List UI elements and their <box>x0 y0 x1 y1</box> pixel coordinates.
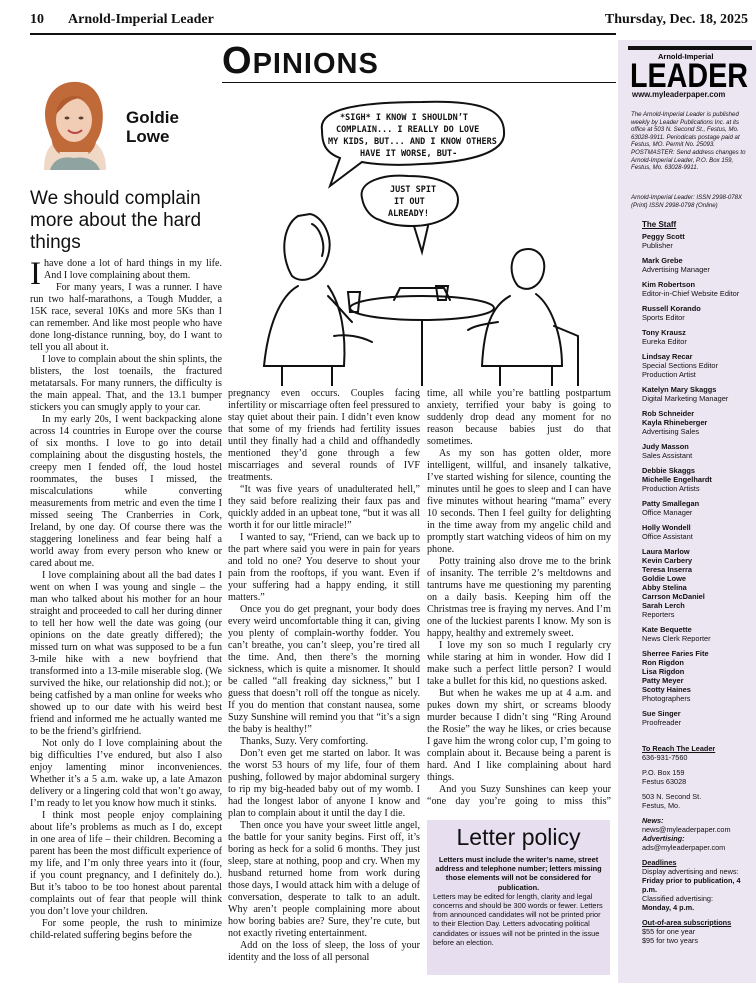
article-paragraph: I wanted to say, “Friend, can we back up to the part where said you were in pain for years and told no one? You deserve to shout your pain from the rooftops, if you want. Even if your suffering had a happy ending, it still matters.” <box>228 532 420 603</box>
bubble-left-line: *SIGH* I KNOW I SHOULDN’T <box>340 113 468 123</box>
staff-role: Office Assistant <box>642 532 693 541</box>
author-name: Goldie Lowe <box>126 108 179 146</box>
article-column-1 <box>30 258 222 983</box>
staff-name: Russell Korando <box>642 304 701 313</box>
news-label: News: <box>642 816 664 825</box>
article-column-2 <box>228 388 420 983</box>
bubble-right-line: ALREADY! <box>388 209 429 219</box>
staff-name: Kim Robertson <box>642 280 695 289</box>
staff-role: Sports Editor <box>642 313 685 322</box>
website-url[interactable]: www.myleaderpaper.com <box>632 90 726 99</box>
staff-entry <box>642 709 752 727</box>
staff-name: Judy Masson <box>642 442 689 451</box>
staff-list <box>642 232 752 733</box>
paper-name: Arnold-Imperial Leader <box>68 12 214 27</box>
bubble-right-line: IT OUT <box>394 197 425 207</box>
staff-name: Ron Rigdon <box>642 658 684 667</box>
contact-street: 503 N. Second St. <box>642 792 702 801</box>
staff-name: Holly Wondell <box>642 523 691 532</box>
staff-name: Michelle Engelhardt <box>642 475 712 484</box>
staff-name: Lindsay Recar <box>642 352 693 361</box>
staff-name: Debbie Skaggs <box>642 466 695 475</box>
staff-role: Proofreader <box>642 718 682 727</box>
staff-role: Advertising Manager <box>642 265 710 274</box>
deadlines-heading: Deadlines <box>642 858 677 867</box>
staff-role: Office Manager <box>642 508 693 517</box>
staff-name: Laura Marlow <box>642 547 690 556</box>
drop-cap: I <box>30 258 41 292</box>
staff-entry <box>642 523 752 541</box>
ads-email[interactable]: ads@myleaderpaper.com <box>642 843 726 852</box>
deadlines-classified: Classified advertising: <box>642 894 713 903</box>
article-paragraph: For some people, the rush to minimize child-related suffering begins before the <box>30 918 222 941</box>
bubble-left-line: MY KIDS, BUT... AND I KNOW OTHERS <box>328 137 497 147</box>
letter-policy-lead: Letters must include the writer’s name, street address and telephone number; letters missing those elements will not be considered for publication. <box>435 855 602 892</box>
staff-role: Sales Assistant <box>642 451 693 460</box>
staff-role: Eureka Editor <box>642 337 687 346</box>
section-rule <box>222 82 616 83</box>
masthead-sidebar <box>618 40 756 983</box>
page-header <box>0 0 756 38</box>
issue-date: Thursday, Dec. 18, 2025 <box>604 12 748 27</box>
deadlines-display: Display advertising and news: <box>642 867 739 876</box>
contact-info <box>642 744 754 945</box>
staff-entry <box>642 409 752 436</box>
leader-masthead-logo <box>628 46 752 90</box>
letter-policy-text <box>433 855 604 947</box>
staff-role: Digital Marketing Manager <box>642 394 729 403</box>
staff-name: Teresa Inserra <box>642 565 692 574</box>
staff-name: Goldie Lowe <box>642 574 686 583</box>
staff-entry <box>642 649 752 703</box>
article-headline: We should complain more about the hard things <box>30 188 202 253</box>
staff-name: Patty Smallegan <box>642 499 700 508</box>
header-rule <box>30 33 616 35</box>
staff-name: Patty Meyer <box>642 676 684 685</box>
article-paragraph: Ihave done a lot of hard things in my life. And I love complaining about them. <box>30 258 222 292</box>
staff-name: Sue Singer <box>642 709 681 718</box>
staff-entry <box>642 442 752 460</box>
deadlines-classified-time: Monday, 4 p.m. <box>642 903 695 912</box>
staff-name: Kevin Carbery <box>642 556 693 565</box>
deadlines-display-time: Friday prior to publication, 4 p.m. <box>642 876 741 894</box>
staff-entry <box>642 328 752 346</box>
staff-role: News Clerk Reporter <box>642 634 711 643</box>
staff-entry <box>642 625 752 643</box>
staff-name: Sherree Faries Fite <box>642 649 709 658</box>
article-paragraph: Then once you have your sweet little angel, the battle for your sanity begins. First off, it’s boring as heck for a solid 6 months. They just sleep, stare at nothing, poop and cry. When my husband returned home from work during those days, I would attack him with a deluge of conversation, desperate to talk to an adult. Why aren’t people complaining more about how boring babies are? Sure, they’re cute, but not exactly riveting entertainment. <box>228 820 420 939</box>
article-paragraph: I love my son so much I regularly cry while staring at him in wonder. How did I make such a perfect little person? I would take a bullet for this kid, no questions asked. <box>427 640 611 687</box>
bubble-left-line: HAVE IT WORSE, BUT- <box>360 149 458 159</box>
staff-entry <box>642 304 752 322</box>
contact-phone: 636-931-7560 <box>642 753 688 762</box>
staff-heading: The Staff <box>642 220 677 229</box>
article-paragraph: Add on the loss of sleep, the loss of your identity and the loss of all personal <box>228 940 420 963</box>
subscription-one-year: $55 for one year <box>642 927 696 936</box>
issn-info: Arnold-Imperial Leader: ISSN 2998-078X (Print) ISSN 2998-0798 (Online) <box>631 194 743 209</box>
staff-name: Carrson McDaniel <box>642 592 705 601</box>
staff-name: Rob Schneider <box>642 409 695 418</box>
contact-po-box: P.O. Box 159 <box>642 768 685 777</box>
staff-entry <box>642 352 752 379</box>
bubble-right-line: JUST SPIT <box>390 185 437 195</box>
ads-label: Advertising: <box>642 834 685 843</box>
letter-policy-title: Letter policy <box>456 824 581 850</box>
letter-policy-box <box>427 820 610 975</box>
staff-role: Reporters <box>642 610 675 619</box>
article-paragraph: pregnancy even occurs. Couples facing infertility or miscarriage often feel pressured to stay quiet about their pain. I didn’t even know that some of my friends had fertility issues until they finally had a child and offhandedly mentioned they’d gone through a few miscarriages and several rounds of IVF treatments. <box>228 388 420 483</box>
contact-heading: To Reach The Leader <box>642 744 716 753</box>
staff-entry <box>642 256 752 274</box>
contact-po-city: Festus 63028 <box>642 777 687 786</box>
article-paragraph: In my early 20s, I went backpacking alone across 14 countries in Europe over the course of six months. I love to go into detail complaining about the disgusting hostels, the creepy men I fended off, the loud hostel roommates, the buses I missed, the miscalculations while converting measurements from metric and even the time I missed seeing The Cranberries in Cork, Ireland, by one day. Of course there was the staggering loneliness and fear being half a world away from every person who knew or cared about me. <box>30 414 222 569</box>
staff-role: Photographers <box>642 694 691 703</box>
staff-name: Abby Stelina <box>642 583 687 592</box>
staff-role: Production Artists <box>642 484 700 493</box>
page-number: 10 <box>30 12 44 27</box>
article-paragraph: I love complaining about all the bad dates I went on when I was young and single – the man who talked about his mother for an hour straight and proceeded to call her during dinner to tell her how well the date was going (our opinions on the date greatly differed); the missed turn on what was supposed to be a fun 3-mile hike with a new boyfriend that transformed into a 13-mile miserable slog. (We survived the hike, our relationship did not.); or being catfished by a man online for weeks who showed up to our date with his weird best friend and informed me he actually wanted me to be the friend’s girlfriend. <box>30 570 222 737</box>
svg-text:LEADER: LEADER <box>630 57 748 90</box>
article-paragraph: “It was five years of unadulterated hell,” they said before realizing their faux pas and quickly added in an upbeat tone, “but it was all worth it for our little miracle!” <box>228 484 420 531</box>
staff-entry <box>642 466 752 493</box>
subscription-two-years: $95 for two years <box>642 936 698 945</box>
article-paragraph: And you Suzy Sunshines can keep your “one day you’re going to miss this” <box>427 784 611 807</box>
article-paragraph: Not only do I love complaining about the big difficulties I’ve endured, but also I also enjoy lamenting minor inconveniences. Whether it’s a 5 a.m. wake up, a late Amazon delivery or a lingering cold that won’t go away, I’m ready to let you know how much it stinks. <box>30 738 222 809</box>
editorial-cartoon <box>222 86 616 386</box>
article-paragraph: Don’t even get me started on labor. It was the worst 53 hours of my life, four of them pushing, followed by major abdominal surgery to rip my big-headed baby out of my womb. I had the longest labor of anyone I know and plan to complain about it until the day I die. <box>228 748 420 819</box>
article-paragraph: But when he wakes me up at 4 a.m. and pukes down my shirt, or screams bloody murder because I didn’t sing “Ring Around the Rosie” the way he likes, or cries because I gave him the wrong color cup, I’m going to complain about it. Because being a parent is hard. And I like complaining about hard things. <box>427 688 611 783</box>
publication-info: The Arnold-Imperial Leader is published weekly by Leader Publications Inc. at its office at 503 N. Second St., Festus, Mo. 63028-9911. Periodicals postage paid at Festus, MO. Permit No. 25093. POSTMASTER: Send address changes to Arnold-Imperial Leader, P.O. Box 159, Festus, Mo. 63028-9911. <box>631 111 746 172</box>
staff-name: Mark Grebe <box>642 256 683 265</box>
staff-name: Scotty Haines <box>642 685 691 694</box>
article-paragraph: Thanks, Suzy. Very comforting. <box>240 736 369 747</box>
staff-name: Katelyn Mary Skaggs <box>642 385 717 394</box>
staff-role: Publisher <box>642 241 673 250</box>
author-photo <box>30 74 118 170</box>
news-email[interactable]: news@myleaderpaper.com <box>642 825 731 834</box>
staff-entry <box>642 385 752 403</box>
article-paragraph: I think most people enjoy complaining about life’s problems as much as I do, except in one area of life – their children. Becoming a parent has been the most difficult experience of my life, and I’m only three years into it (four, if you count pregnancy, and I definitely do.). But it’s taboo to be too honest about parental complaints out of fear that people will think you don’t love your children. <box>30 810 222 917</box>
contact-street-city: Festus, Mo. <box>642 801 681 810</box>
article-paragraph: time, all while you’re battling postpartum anxiety, terrified your baby is going to suddenly drop dead any moment for no reason because babies just do that sometimes. <box>427 388 611 447</box>
staff-role: Advertising Sales <box>642 427 700 436</box>
staff-name: Sarah Lerch <box>642 601 685 610</box>
staff-role: Special Sections Editor Production Artist <box>642 361 718 379</box>
staff-entry <box>642 280 752 298</box>
subscriptions-heading: Out-of-area subscriptions <box>642 918 732 927</box>
letter-policy-body: Letters may be edited for length, clarity and legal concerns and should be 300 words or fewer. Letters from announced candidates will not be printed prior to their Election Day. Letters advocating political candidates or issues will not be printed in the issue before an election. <box>433 891 603 947</box>
article-paragraph: For many years, I was a runner. I have run two half-marathons, a Tough Mudder, a 15K race, several 10Ks and more 5Ks than I can remember. And like most people who have done long-distance running, boy, do I want to tell you all about it. <box>30 282 222 353</box>
section-title: OPINIONS <box>222 40 379 82</box>
article-paragraph: I love to complain about the shin splints, the blisters, the lost toenails, the fractured metatarsals. For many runners, the difficulty is the main appeal. That, and the 13.1 bumper stickers you can smugly apply to your car. <box>30 354 222 413</box>
staff-entry <box>642 547 752 619</box>
article-column-3 <box>427 388 611 808</box>
staff-name: Lisa Rigdon <box>642 667 685 676</box>
staff-entry <box>642 499 752 517</box>
article-paragraph: Potty training also drove me to the brink of insanity. The terrible 2’s meltdowns and tantrums have me questioning my parenting on a daily basis. Keeping him off the Christmas tree is fraying my nerves. And I’m one of the luckiest parents I know. My son is happy, healthy and extremely sweet. <box>427 556 611 639</box>
staff-name: Kate Bequette <box>642 625 692 634</box>
article-paragraph: Once you do get pregnant, your body does every weird uncomfortable thing it can, giving you plenty of complain-worthy fodder. You can’t breathe, you can’t sleep, you’re tired all the time. And, then there’s the morning sickness, which is quite a misnomer. It should be called “all freaking day sickness,” but I guess that doesn’t roll off the tongue as nicely. If you do mention that constant nausea, some Suzy Sunshine will remind you that “it’s a sign the baby is healthy!” <box>228 604 420 735</box>
staff-name: Kayla Rhineberger <box>642 418 708 427</box>
staff-entry <box>642 232 752 250</box>
staff-name: Tony Krausz <box>642 328 686 337</box>
staff-role: Editor-in-Chief Website Editor <box>642 289 740 298</box>
article-paragraph: As my son has gotten older, more intelligent, willful, and insanely talkative, I’ve started wishing for silence, counting the minutes until he goes to sleep and I can have five minutes without hearing “mama” every 10 seconds. Then I feel guilty for delighting in the time away from my angelic child and promptly start watching videos of him on my phone. <box>427 448 611 555</box>
staff-name: Peggy Scott <box>642 232 685 241</box>
bubble-left-line: COMPLAIN... I REALLY DO LOVE <box>336 125 480 135</box>
svg-text:Arnold-Imperial: Arnold-Imperial <box>658 52 714 61</box>
